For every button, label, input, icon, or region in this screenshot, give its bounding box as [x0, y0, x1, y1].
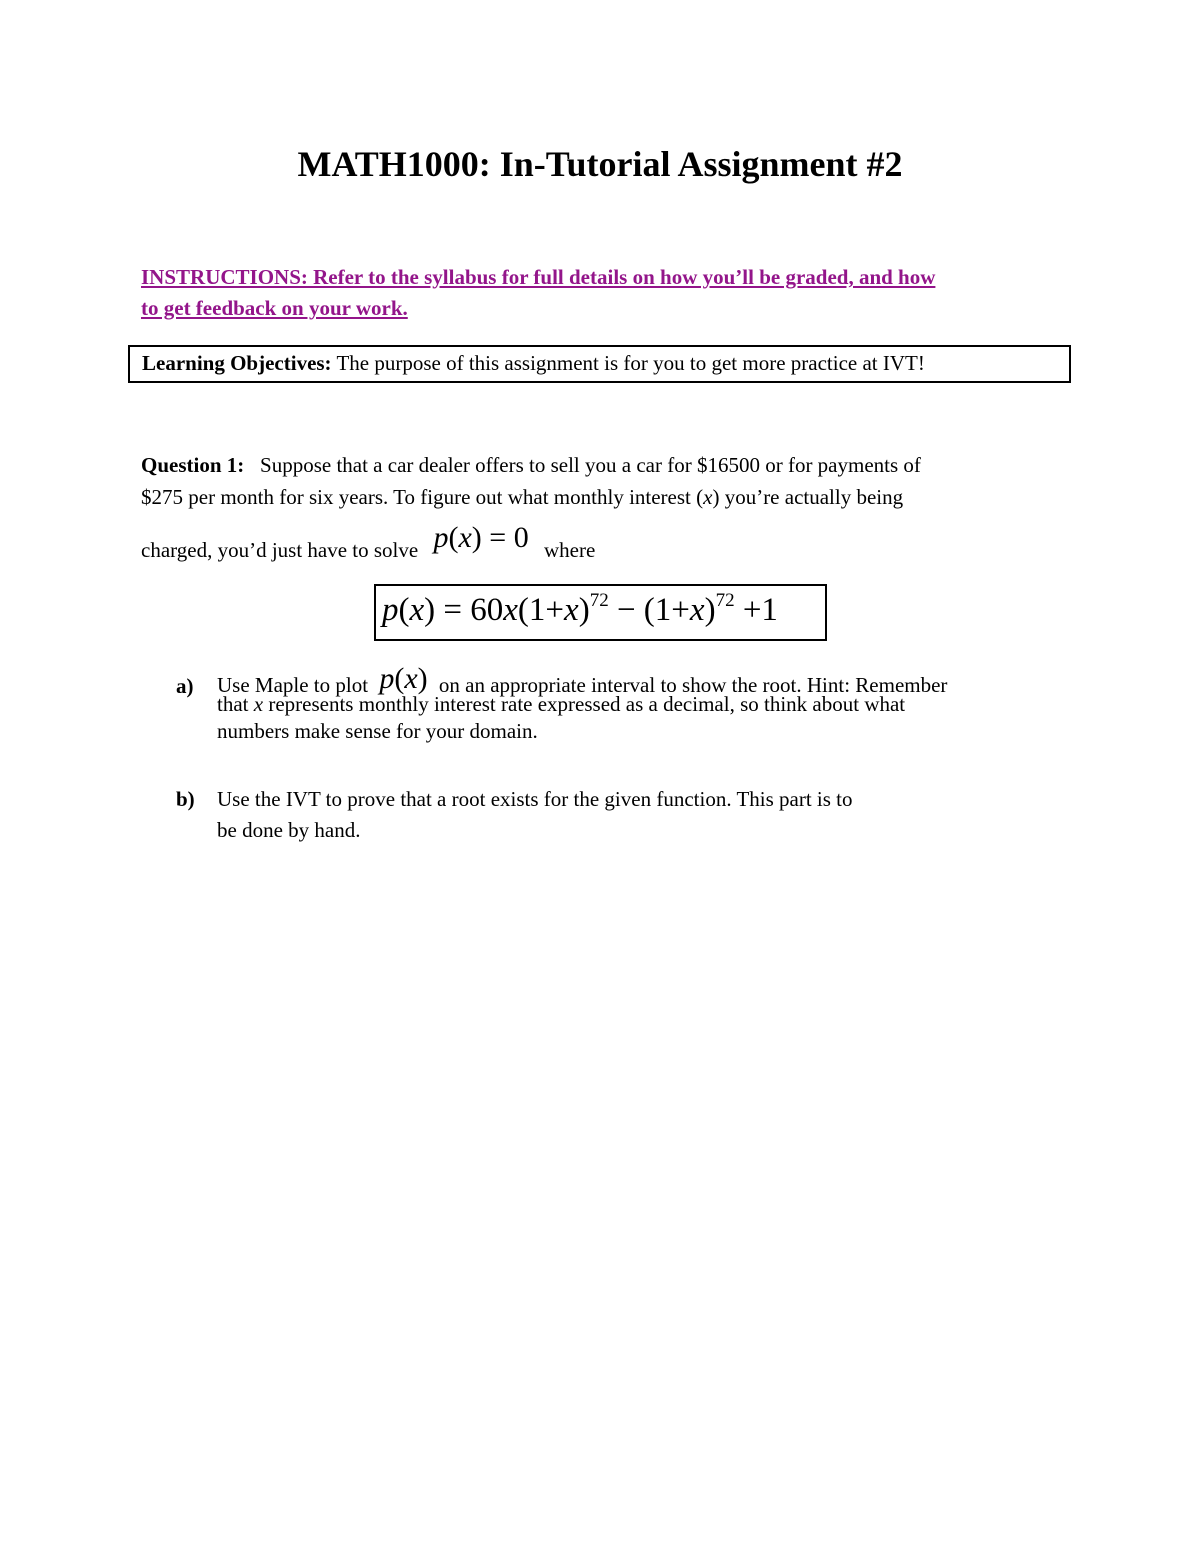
variable-x: x: [703, 485, 713, 509]
instructions-line-1: INSTRUCTIONS: Refer to the syllabus for full details on how you’ll be graded, and how: [141, 265, 936, 289]
learning-objectives-label: Learning Objectives:: [142, 351, 332, 375]
part-b-text: Use the IVT to prove that a root exists for the given function. This part is to be done by hand.: [217, 787, 853, 842]
inline-equation-p-of-x-equals-zero: p(x) = 0: [433, 521, 529, 554]
part-b-label: b): [176, 787, 195, 811]
question-1-line-3: charged, you’d just have to solve p(x) = 0 where: [141, 521, 596, 562]
question-1-label: Question 1:: [141, 453, 245, 477]
instructions: [141, 262, 1061, 324]
part-a-label: a): [176, 674, 194, 698]
equation-box: [374, 584, 827, 641]
learning-objectives-box: [128, 345, 1071, 383]
part-a-text: Use Maple to plot p(x) on an appropriate interval to show the root. Hint: Remember that x represents monthly interest rate expressed as a decimal, so think about what numbers make sense for your domain.: [217, 662, 948, 743]
question-1-line-2: $275 per month for six years. To figure out what monthly interest (x) you’re actually being: [141, 485, 904, 509]
learning-objectives-body: The purpose of this assignment is for you to get more practice at IVT!: [336, 351, 925, 375]
instructions-line-2: to get feedback on your work.: [141, 296, 408, 320]
page-title: MATH1000: In-Tutorial Assignment #2: [297, 144, 903, 184]
question-1-line-1: Question 1: Suppose that a car dealer offers to sell you a car for $16500 or for payments of: [141, 453, 921, 477]
polynomial-equation: $p(x) = 60x(1+x)^{72} - (1+x)^{72} +1$: [382, 590, 778, 628]
learning-objectives-text: [142, 351, 925, 376]
inline-p-of-x: p(x): [379, 662, 428, 695]
